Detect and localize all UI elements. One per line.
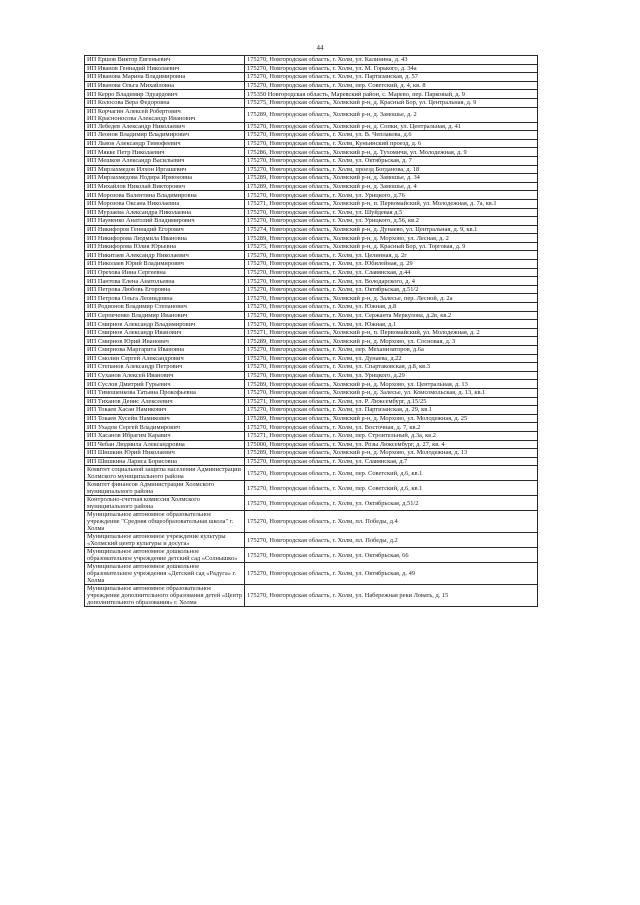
address-cell: 175289, Новгородская область, Холмский р-н, д. Замошье, д. 4: [245, 182, 538, 191]
organization-name-cell: ИП Ухадов Сергей Владимирович: [85, 423, 245, 432]
address-cell: 175270, Новгородская область, г. Холм, ул. Целинная, д. 2г: [245, 251, 538, 260]
organization-name-cell: Муниципальное автономное учреждение культуры «Холмский центр культуры и досуга»: [85, 533, 245, 548]
organization-name-cell: ИП Серпеченко Владимир Иванович: [85, 311, 245, 320]
table-row: [85, 346, 538, 355]
table-row: [85, 90, 538, 99]
organization-name-cell: Комитет финансов Администрации Холмского муниципального района: [85, 481, 245, 496]
table-row: [85, 320, 538, 329]
organization-name-cell: ИП Никифоров Геннадий Егорович: [85, 225, 245, 234]
address-cell: 175270, Новгородская область, Холмский р-н, д. Залесье, ул. Комсомольская, д. 13, кв.1: [245, 388, 538, 397]
organization-name-cell: ИП Леонов Владимир Владимирович: [85, 131, 245, 140]
address-cell: 175270, Новгородская область, г. Холм, пер. Механизаторов, д.6а: [245, 346, 538, 355]
organization-name-cell: Муниципальное автономное образовательное учреждение "Средняя общеобразовательная школа" г. Холма: [85, 511, 245, 533]
address-cell: 175271, Новгородская область, г. Холм, ул. Р. Люксембург, д.15/25: [245, 397, 538, 406]
table-row: [85, 563, 538, 585]
table-row: [85, 406, 538, 415]
address-cell: 175270, Новгородская область, г. Холм, ул. Шуйдевая д.5: [245, 208, 538, 217]
organization-name-cell: ИП Науменко Анатолий Владимирович: [85, 217, 245, 226]
address-cell: 175270, Новгородская область, г. Холм, пер. Советский, д.6, кв.1: [245, 481, 538, 496]
table-row: [85, 139, 538, 148]
organization-name-cell: Муниципальное автономное образовательное учреждение дополнительного образования детей «Центр дополнительного образования» г. Холма: [85, 585, 245, 607]
table-row: [85, 363, 538, 372]
table-row: [85, 294, 538, 303]
page-number: 44: [316, 44, 324, 52]
table-row: [85, 122, 538, 131]
address-cell: 175275, Новгородская область, Холмский р-н, д. Красный Бор, ул. Торговая, д. 9: [245, 242, 538, 251]
table-row: [85, 388, 538, 397]
organization-name-cell: Муниципальное автономное дошкольное образовательное учреждения «Детский сад «Радуга» г. Холма: [85, 563, 245, 585]
address-cell: 175289, Новгородская область, Холмский р-н, д. Морхово, ул. Молодежная, д. 25: [245, 414, 538, 423]
table-row: [85, 431, 538, 440]
organization-name-cell: ИП Морозова Оксана Николаевна: [85, 199, 245, 208]
table-row: [85, 303, 538, 312]
table-row: [85, 440, 538, 449]
organization-name-cell: Муниципальное автономное дошкольное образовательное учреждение детский сад «Солнышко»: [85, 548, 245, 563]
organization-name-cell: ИП Токаев Хусейн Намикович: [85, 414, 245, 423]
organization-name-cell: ИП Корчагин Алексей Робертович ИП Красноносова Александр Иванович: [85, 107, 245, 122]
organization-name-cell: ИП Ершов Виктор Евгеньевич: [85, 56, 245, 65]
table-row: [85, 337, 538, 346]
table-row: [85, 414, 538, 423]
organization-name-cell: ИП Смирнов Александр Иванович: [85, 328, 245, 337]
organization-name-cell: ИП Хасанов Ибрагим Каравич: [85, 431, 245, 440]
address-cell: 175270, Новгородская область, г. Холм, пер. Советский, д. 4, кв. 8: [245, 81, 538, 90]
address-cell: 175270, Новгородская область, Холмский р-н, д. Залесье, пер. Лесной, д. 2а: [245, 294, 538, 303]
organization-name-cell: ИП Шишкин Юрий Николаевич: [85, 449, 245, 458]
address-cell: 175271, Новгородская область, Холмский р-н, п. Первомайский, ул. Молодежная, д. 2: [245, 328, 538, 337]
address-cell: 175270, Новгородская область, г. Холм, ул. В. Чеплакова, д.6: [245, 131, 538, 140]
address-cell: 175270, Новгородская область, г. Холм, ул. Партизанская, д. 57: [245, 73, 538, 82]
organization-name-cell: ИП Львов Александр Тимофеевич: [85, 139, 245, 148]
organization-name-cell: ИП Смирнова Маргарита Ивановна: [85, 346, 245, 355]
table-row: [85, 511, 538, 533]
table-row: [85, 380, 538, 389]
organization-name-cell: ИП Колосова Вера Федоровна: [85, 98, 245, 107]
table-row: [85, 481, 538, 496]
organization-name-cell: ИП Пантова Елена Анатольевна: [85, 277, 245, 286]
table-row: [85, 81, 538, 90]
address-cell: 175270, Новгородская область, г. Холм, пер. Советский, д.6, кв.1: [245, 466, 538, 481]
table-row: [85, 311, 538, 320]
address-cell: 175270, Новгородская область, г. Холм, ул. Славянская, д.44: [245, 268, 538, 277]
table-row: [85, 56, 538, 65]
address-cell: 175270, Новгородская область, г. Холм, ул. Октябрьская, д.51/2: [245, 285, 538, 294]
address-cell: 175350 Новгородская область, Маревский район, с. Марево, пер. Парковый, д. 9: [245, 90, 538, 99]
address-cell: 175289, Новгородская область, Холмский р-н, д. Морхово, ул. Лесная, д. 2: [245, 234, 538, 243]
address-cell: 175270, Новгородская область, г. Холм, ул. Партизанская, д. 29, кв.1: [245, 406, 538, 415]
address-cell: 175289, Новгородская область, Холмский р-н, д. Морхово, ул. Центральная, д. 13: [245, 380, 538, 389]
table-row: [85, 174, 538, 183]
address-cell: 175000, Новгородская область, г. Холм, ул. Розы Люксембург, д. 27, кв. 4: [245, 440, 538, 449]
organization-name-cell: ИП Иванов Геннадий Николаевич: [85, 64, 245, 73]
organization-name-cell: ИП Мешков Александр Васильевич: [85, 156, 245, 165]
table-row: [85, 328, 538, 337]
organization-name-cell: ИП Смирнов Александр Владимирович: [85, 320, 245, 329]
table-row: [85, 225, 538, 234]
organization-name-cell: Комитет социальной защиты населения Администрации Холмского муниципального района: [85, 466, 245, 481]
table-row: [85, 397, 538, 406]
address-cell: 175286, Новгородская область, Холмский р-н, д. Тухомичи, ул. Молодежная, д. 9: [245, 148, 538, 157]
address-cell: 175289, Новгородская область, Холмский р-н, д. Замошье, д. 2: [245, 107, 538, 122]
organization-name-cell: ИП Морозова Валентина Владимировна: [85, 191, 245, 200]
address-cell: 175270, Новгородская область, г. Холм, ул. Спартаковская, д.8, кв.3: [245, 363, 538, 372]
address-cell: 175270, Новгородская область, г. Холм, ул. Урицкого, д.76: [245, 191, 538, 200]
address-cell: 175270, Новгородская область, г. Холм, ул. Южная, д.1: [245, 320, 538, 329]
organization-name-cell: ИП Николаев Юрий Владимирович: [85, 260, 245, 269]
organization-name-cell: ИП Тимошенкова Татьяна Прокофьевна: [85, 388, 245, 397]
table-row: [85, 251, 538, 260]
organization-name-cell: ИП Степанов Александр Петрович: [85, 363, 245, 372]
table-row: [85, 107, 538, 122]
organization-name-cell: ИП Суслов Дмитрий Гурьевич: [85, 380, 245, 389]
organization-name-cell: ИП Мякке Петр Николаевич: [85, 148, 245, 157]
table-row: [85, 496, 538, 511]
table-row: [85, 354, 538, 363]
address-cell: 175270, Новгородская область, г. Холм, ул. Володарского, д. 4: [245, 277, 538, 286]
address-cell: 175270, Новгородская область, Холмский р-н, д. Сопки, ул. Центральная, д. 41: [245, 122, 538, 131]
address-cell: 175270, Новгородская область, г. Холм, ул. Юбилейная, д. 29: [245, 260, 538, 269]
address-cell: 175270, Новгородская область, г. Холм, проезд Богданова, д. 18: [245, 165, 538, 174]
address-cell: 175270, Новгородская область, г. Холм, ул. Октябрьская, 66: [245, 548, 538, 563]
address-cell: 175270, Новгородская область, г. Холм, ул. Славянская, д.7: [245, 457, 538, 466]
address-cell: 175270, Новгородская область, г. Холм, пл. Победы, д.2: [245, 533, 538, 548]
registry-body: [85, 56, 538, 607]
organization-name-cell: ИП Токаев Хасан Намикович: [85, 406, 245, 415]
table-row: [85, 466, 538, 481]
address-cell: 175270, Новгородская область, г. Холм, ул. Набережная реки Ловать, д. 15: [245, 585, 538, 607]
table-row: [85, 548, 538, 563]
table-row: [85, 156, 538, 165]
table-row: [85, 217, 538, 226]
table-row: [85, 449, 538, 458]
organization-name-cell: ИП Никифорова Людмила Ивановна: [85, 234, 245, 243]
address-cell: 175289, Новгородская область, Холмский р-н, д. Морхово, ул. Молодежная, д. 13: [245, 449, 538, 458]
address-cell: 175289, Новгородская область, Холмский р-н, д. Морхово, ул. Сосновая, д. 3: [245, 337, 538, 346]
organization-name-cell: ИП Петрова Любовь Егоровна: [85, 285, 245, 294]
organization-name-cell: ИП Иванова Марина Владимировна: [85, 73, 245, 82]
address-cell: 175270, Новгородская область, г. Холм, ул. Урицкого, д.56, кв.2: [245, 217, 538, 226]
organization-name-cell: ИП Шишкина Лариса Борисовна: [85, 457, 245, 466]
organization-name-cell: ИП Петрова Ольга Леонидовна: [85, 294, 245, 303]
organization-name-cell: ИП Тиханов Денис Алексеевич: [85, 397, 245, 406]
address-cell: 175270, Новгородская область, г. Холм, ул. Урицкого, д.29: [245, 371, 538, 380]
address-cell: 175270, Новгородская область, г. Холм, Куньинский проезд, д. 6: [245, 139, 538, 148]
table-row: [85, 73, 538, 82]
organization-name-cell: ИП Родионов Владимир Степанович: [85, 303, 245, 312]
table-row: [85, 268, 538, 277]
organization-name-cell: ИП Иванова Ольга Михайловна: [85, 81, 245, 90]
organization-name-cell: ИП Михайлов Николай Викторович: [85, 182, 245, 191]
organization-name-cell: ИП Мирзахмедов Илхон Иргашевич: [85, 165, 245, 174]
organization-name-cell: ИП Смирнов Юрий Иванович: [85, 337, 245, 346]
organization-name-cell: ИП Никитаев Александр Николаевич: [85, 251, 245, 260]
table-row: [85, 199, 538, 208]
table-row: [85, 277, 538, 286]
table-row: [85, 585, 538, 607]
table-row: [85, 191, 538, 200]
table-row: [85, 182, 538, 191]
organization-name-cell: ИП Мурзаева Александра Николаевна: [85, 208, 245, 217]
organization-name-cell: ИП Никифорова Юлия Юрьевна: [85, 242, 245, 251]
table-row: [85, 285, 538, 294]
table-row: [85, 242, 538, 251]
address-cell: 175270, Новгородская область, г. Холм, ул. Южная, д.8: [245, 303, 538, 312]
organization-name-cell: Контрольно-счетная комиссия Холмского муниципального района: [85, 496, 245, 511]
address-cell: 175271, Новгородская область, г. Холм, пер. Строительный, д.3а, кв.2: [245, 431, 538, 440]
address-cell: 175270, Новгородская область, г. Холм, пл. Победы, д.4: [245, 511, 538, 533]
table-row: [85, 208, 538, 217]
table-row: [85, 165, 538, 174]
table-row: [85, 533, 538, 548]
organization-name-cell: ИП Чебан Людмила Александровна: [85, 440, 245, 449]
table-row: [85, 371, 538, 380]
organization-name-cell: ИП Орехова Инна Сергеевна: [85, 268, 245, 277]
table-row: [85, 234, 538, 243]
organization-name-cell: ИП Керро Владимир Эдуардович: [85, 90, 245, 99]
organization-name-cell: ИП Лебедев Александр Николаевич: [85, 122, 245, 131]
address-cell: 175270, Новгородская область, г. Холм, ул. Октябрьская, д. 7: [245, 156, 538, 165]
organization-name-cell: ИП Смолин Сергей Александрович: [85, 354, 245, 363]
organization-name-cell: ИП Суханов Алексей Иванович: [85, 371, 245, 380]
address-cell: 175270, Новгородская область, г. Холм, ул. Калинина, д. 43: [245, 56, 538, 65]
address-cell: 175270, Новгородская область, г. Холм, ул. Сержанта Меркулова, д.2в, кв.2: [245, 311, 538, 320]
address-cell: 175270, Новгородская область, г. Холм, ул. Октябрьская, д. 49: [245, 563, 538, 585]
table-row: [85, 423, 538, 432]
address-cell: 175270, Новгородская область, г. Холм, ул. М. Горького, д. 34а: [245, 64, 538, 73]
address-cell: 175275, Новгородская область, Холмский р-н, д. Красный Бор, ул. Центральная, д. 9: [245, 98, 538, 107]
organization-name-cell: ИП Мирзахмедова Нодира Ирмоновна: [85, 174, 245, 183]
table-row: [85, 148, 538, 157]
address-cell: 175270, Новгородская область, г. Холм, ул. Октябрьская, д.51/2: [245, 496, 538, 511]
table-row: [85, 260, 538, 269]
registry-table: [84, 55, 538, 607]
address-cell: 175274, Новгородская область, Холмский р-н, д. Дунаево, ул. Центральная, д. 9, кв.1: [245, 225, 538, 234]
address-cell: 175270, Новгородская область, г. Холм, ул. Дунаева, д.22: [245, 354, 538, 363]
table-row: [85, 64, 538, 73]
table-row: [85, 457, 538, 466]
address-cell: 175289, Новгородская область, Холмский р-н, д. Замошье, д. 34: [245, 174, 538, 183]
table-row: [85, 131, 538, 140]
table-row: [85, 98, 538, 107]
address-cell: 175271, Новгородская область, Холмский р-н, п. Первомайский, ул. Молодежная, д. 7а, кв.1: [245, 199, 538, 208]
address-cell: 175270, Новгородская область, г. Холм, ул. Восточная, д. 7, кв.2: [245, 423, 538, 432]
